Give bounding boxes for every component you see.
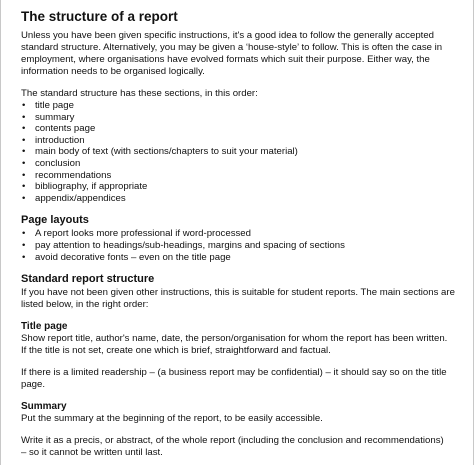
document-content — [21, 9, 461, 459]
sections-intro: The standard structure has these sections, in this order: — [21, 88, 258, 99]
summary-detail-line: Write it as a precis, or abstract, of the whole report (including the conclusion and recommendations) — [21, 435, 444, 447]
list-item: • pay attention to headings/sub-headings, margins and spacing of sections — [21, 240, 461, 252]
list-item: • summary — [21, 112, 461, 124]
title-page-line: Show report title, author's name, date, the person/organisation for whom the report has been written. — [21, 333, 448, 345]
summary-detail-line: – so it cannot be written until last. — [21, 447, 163, 459]
title-page-line: If the title is not set, create one which is brief, straightforward and factual. — [21, 345, 331, 357]
sections-list — [21, 100, 461, 204]
page-layouts-list — [21, 228, 461, 263]
intro-line: employment, where organisations have evolved formats which suit their purpose. Either way, the — [21, 54, 430, 65]
list-item: • introduction — [21, 135, 461, 147]
list-item: • A report looks more professional if word-processed — [21, 228, 461, 240]
intro-line: standard structure. Alternatively, you may be given a ‘house-style’ to follow. This is often the case in — [21, 42, 443, 53]
title-page-note: If there is a limited readership – (a business report may be confidential) – it should say so on the title page. — [21, 367, 447, 391]
standard-structure-line: If you have not been given other instructions, this is suitable for student reports. The main sections are — [21, 287, 455, 299]
summary-line: Put the summary at the beginning of the report, to be easily accessible. — [21, 413, 323, 425]
standard-structure-line: listed below, in the right order: — [21, 299, 149, 311]
list-item: • appendix/appendices — [21, 193, 461, 205]
intro-line: Unless you have been given specific instructions, it's a good idea to follow the generally accepted — [21, 30, 435, 41]
list-item: • conclusion — [21, 158, 461, 170]
page-layouts-heading: Page layouts — [21, 214, 89, 227]
standard-structure-heading: Standard report structure — [21, 273, 155, 286]
list-item: • bibliography, if appropriate — [21, 181, 461, 193]
summary-heading: Summary — [21, 401, 67, 413]
intro-line: information needs to be organised logically. — [21, 66, 205, 77]
list-item: • avoid decorative fonts – even on the title page — [21, 252, 461, 264]
list-item: • contents page — [21, 123, 461, 135]
title-page-heading: Title page — [21, 321, 68, 333]
list-item: • title page — [21, 100, 461, 112]
list-item: • recommendations — [21, 170, 461, 182]
page-title: The structure of a report — [21, 9, 178, 24]
list-item: • main body of text (with sections/chapters to suit your material) — [21, 146, 461, 158]
intro-paragraph — [21, 30, 461, 78]
